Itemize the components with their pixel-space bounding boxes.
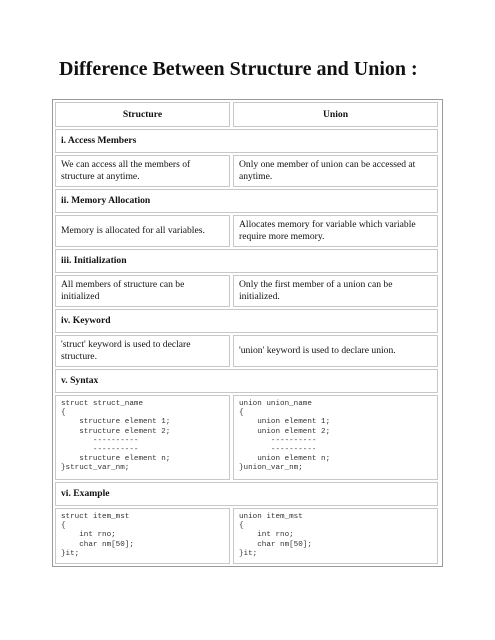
comparison-table bbox=[52, 99, 443, 567]
union-access-text: Only one member of union can be accessed at anytime. bbox=[233, 155, 438, 187]
section-heading-row bbox=[55, 309, 440, 333]
section-heading-row bbox=[55, 482, 440, 506]
structure-initialization-text: All members of structure can be initialized bbox=[55, 275, 230, 307]
union-memory-text: Allocates memory for variable which variable require more memory. bbox=[233, 215, 438, 247]
header-union: Union bbox=[233, 102, 438, 127]
section-heading-initialization: iii. Initialization bbox=[55, 249, 438, 273]
table-row bbox=[55, 395, 440, 480]
union-initialization-text: Only the first member of a union can be initialized. bbox=[233, 275, 438, 307]
section-heading-syntax: v. Syntax bbox=[55, 369, 438, 393]
section-heading-row bbox=[55, 189, 440, 213]
structure-access-text: We can access all the members of structure at anytime. bbox=[55, 155, 230, 187]
structure-syntax-code bbox=[55, 395, 230, 480]
table-row bbox=[55, 335, 440, 367]
union-example-code-text: union item_mst { int rno; char nm[50]; }it; bbox=[239, 513, 312, 558]
page-title: Difference Between Structure and Union : bbox=[59, 58, 418, 80]
table-row bbox=[55, 275, 440, 307]
union-example-code bbox=[233, 508, 438, 564]
table-row bbox=[55, 215, 440, 247]
section-heading-memory-allocation: ii. Memory Allocation bbox=[55, 189, 438, 213]
union-keyword-text: 'union' keyword is used to declare union. bbox=[233, 335, 438, 367]
structure-keyword-text: 'struct' keyword is used to declare structure. bbox=[55, 335, 230, 367]
section-heading-keyword: iv. Keyword bbox=[55, 309, 438, 333]
section-heading-example: vi. Example bbox=[55, 482, 438, 506]
structure-example-code-text: struct item_mst { int rno; char nm[50]; }it; bbox=[61, 513, 134, 558]
section-heading-row bbox=[55, 369, 440, 393]
union-syntax-code bbox=[233, 395, 438, 480]
section-heading-row bbox=[55, 129, 440, 153]
table-row bbox=[55, 508, 440, 564]
table-header-row bbox=[55, 102, 440, 127]
structure-syntax-code-text: struct struct_name { structure element 1; structure element 2; ---------- ---------- structure element n; }struct_var_nm; bbox=[61, 400, 171, 473]
table-row bbox=[55, 155, 440, 187]
section-heading-row bbox=[55, 249, 440, 273]
section-heading-access-members: i. Access Members bbox=[55, 129, 438, 153]
header-structure: Structure bbox=[55, 102, 230, 127]
structure-example-code bbox=[55, 508, 230, 564]
structure-memory-text: Memory is allocated for all variables. bbox=[55, 215, 230, 247]
union-syntax-code-text: union union_name { union element 1; union element 2; ---------- ---------- union element n; }union_var_nm; bbox=[239, 400, 331, 473]
